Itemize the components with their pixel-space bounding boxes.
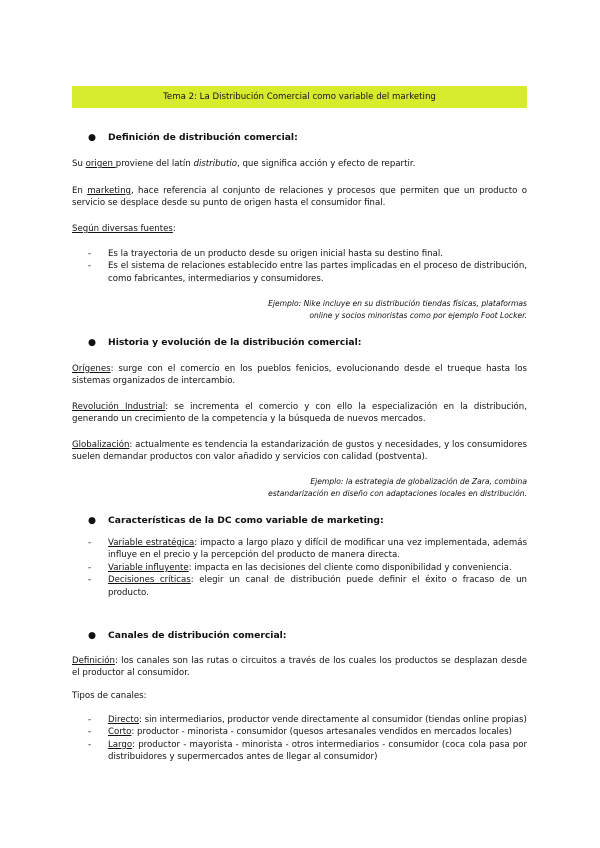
paragraph-origen: Su origen proviene del latín distributio, que significa acción y efecto de repartir. bbox=[72, 159, 416, 169]
canales-list bbox=[88, 714, 527, 764]
list-item: - Variable influyente: impacta en las decisiones del cliente como disponibilidad y conveniencia. bbox=[88, 562, 512, 573]
types-label: Tipos de canales: bbox=[72, 691, 147, 701]
paragraph-marketing: En marketing, hace referencia al conjunto de relaciones y procesos que permiten que un producto o servicio se desplace desde su punto de origen hasta el consumidor final. bbox=[72, 186, 527, 209]
list-item: - Es la trayectoria de un producto desde su origen inicial hasta su destino final. bbox=[88, 249, 444, 259]
paragraph-definicion-canales: Definición: los canales son las rutas o circuitos a través de los cuales los productos se desplazan desde el productor al consumidor. bbox=[72, 656, 527, 679]
list-item: - Directo: sin intermediarios, productor vende directamente al consumidor (tiendas online propias) bbox=[88, 715, 527, 725]
paragraph-globalizacion: Globalización: actualmente es tendencia la estandarización de gustos y necesidades, y los consumidores suelen demandar productos con valor añadido y servicios con calidad (postventa). bbox=[72, 440, 527, 463]
caracteristicas-list bbox=[88, 537, 527, 599]
paragraph-origenes: Orígenes: surge con el comercio en los pueblos fenicios, evolucionando desde el trueque hasta los sistemas organizados de intercambio. bbox=[72, 364, 527, 387]
heading-caracteristicas: ● Características de la DC como variable de marketing: bbox=[88, 515, 384, 526]
list-item: - Largo: productor - mayorista - minorista - otros intermediarios - consumidor (coca cola pasa por distribuidores y supermercados antes de llegar al consumidor) bbox=[88, 739, 527, 763]
list-item: - Corto: productor - minorista - consumidor (quesos artesanales vendidos en mercados locales) bbox=[88, 727, 512, 738]
heading-definicion: ● Definición de distribución comercial: bbox=[88, 132, 298, 143]
bullet-icon: ● bbox=[88, 337, 97, 348]
heading-historia: ● Historia y evolución de la distribución comercial: bbox=[88, 337, 362, 348]
list-item: - Es el sistema de relaciones establecido entre las partes implicadas en el proceso de distribución, como fabricantes, intermediarios y consumidores. bbox=[88, 261, 527, 284]
bullet-icon: ● bbox=[88, 132, 97, 143]
sources-label: Según diversas fuentes: bbox=[72, 224, 176, 234]
bullet-icon: ● bbox=[88, 630, 97, 641]
example-zara: Ejemplo: la estrategia de globalización de Zara, combina estandarización en diseño con adaptaciones locales en distribución. bbox=[268, 477, 527, 498]
list-item: - Variable estratégica: impacto a largo plazo y difícil de modificar una vez implementada, además influye en el precio y la percepción del producto de manera directa. bbox=[88, 538, 527, 561]
paragraph-revolucion: Revolución Industrial: se incrementa el comercio y con ello la especialización en la distribución, generando un crecimiento de la competencia y la búsqueda de nuevos mercados. bbox=[72, 402, 527, 425]
sources-list bbox=[88, 248, 527, 285]
example-nike: Ejemplo: Nike incluye en su distribución tiendas físicas, plataformas online y socios minoristas como por ejemplo Foot Locker. bbox=[268, 299, 527, 320]
list-item: - Decisiones críticas: elegir un canal de distribución puede definir el éxito o fracaso de un producto. bbox=[88, 575, 527, 598]
bullet-icon: ● bbox=[88, 515, 97, 526]
heading-canales: ● Canales de distribución comercial: bbox=[88, 630, 287, 641]
document-title: Tema 2: La Distribución Comercial como variable del marketing bbox=[72, 86, 527, 108]
